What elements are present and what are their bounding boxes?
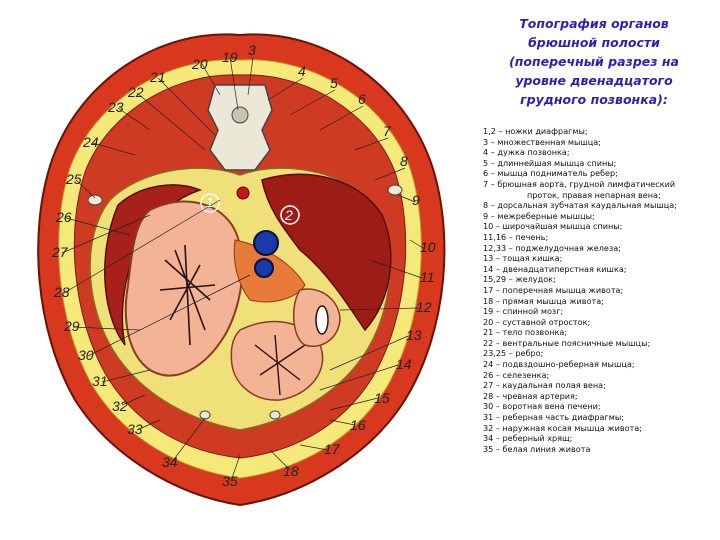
callout-9: 9 bbox=[412, 192, 420, 208]
callout-1: 1 bbox=[206, 194, 214, 210]
legend-item: 18 – прямая мышца живота; bbox=[483, 295, 604, 306]
legend-item: 13 – тощая кишка; bbox=[483, 253, 563, 264]
rib-right bbox=[388, 185, 402, 195]
callout-35: 35 bbox=[222, 473, 238, 489]
callout-18: 18 bbox=[283, 463, 299, 479]
legend-item: 19 – спинной мозг; bbox=[483, 306, 564, 317]
legend-item: 26 – селезенка; bbox=[483, 369, 550, 380]
callout-33: 33 bbox=[127, 421, 143, 437]
caudal-vena-cava bbox=[254, 231, 278, 255]
callout-8: 8 bbox=[400, 153, 408, 169]
legend-item: 17 – поперечная мышца живота; bbox=[483, 284, 624, 295]
callout-3: 3 bbox=[248, 42, 256, 58]
callout-19: 19 bbox=[222, 49, 238, 65]
callout-6: 6 bbox=[358, 91, 366, 107]
legend-item: 9 – межреберные мышцы; bbox=[483, 210, 595, 221]
legend-list bbox=[483, 126, 715, 454]
legend-item: 35 – белая линия живота bbox=[483, 443, 591, 454]
callout-13: 13 bbox=[406, 327, 422, 343]
legend-item: 3 – множественная мышца; bbox=[483, 136, 601, 147]
legend-item: 10 – широчайшая мышца спины; bbox=[483, 221, 623, 232]
legend-item: 32 – наружная косая мышца живота; bbox=[483, 422, 642, 433]
legend-item: 8 – дорсальная зубчатая каудальная мышца; bbox=[483, 200, 677, 211]
callout-32: 32 bbox=[112, 398, 128, 414]
callout-11: 11 bbox=[420, 269, 435, 285]
callout-14: 14 bbox=[396, 356, 412, 372]
legend-item: 28 – чревная артерия; bbox=[483, 390, 578, 401]
spinal-cord bbox=[232, 107, 248, 123]
callout-26: 26 bbox=[56, 209, 72, 225]
legend-item: проток, правая непарная вена; bbox=[527, 189, 661, 200]
callout-17: 17 bbox=[324, 441, 340, 457]
legend-item: 34 – реберный хрящ; bbox=[483, 433, 573, 444]
callout-4: 4 bbox=[298, 63, 306, 79]
costal-cartilage-right bbox=[270, 411, 280, 419]
legend-item: 23,25 – ребро; bbox=[483, 348, 544, 359]
legend-item: 20 – суставной отросток; bbox=[483, 316, 591, 327]
legend-item: 27 – каудальная полая вена; bbox=[483, 380, 606, 391]
callout-22: 22 bbox=[128, 84, 144, 100]
callout-29: 29 bbox=[64, 318, 80, 334]
title-line: грудного позвонка): bbox=[520, 92, 668, 107]
callout-7: 7 bbox=[383, 123, 391, 139]
legend-item: 11,16 – печень; bbox=[483, 231, 549, 242]
aorta bbox=[237, 187, 249, 199]
costal-cartilage-left bbox=[200, 411, 210, 419]
legend-item: 22 – вентральные поясничные мышцы; bbox=[483, 337, 651, 348]
callout-5: 5 bbox=[330, 75, 338, 91]
diagram-title bbox=[478, 14, 710, 109]
portal-vein bbox=[255, 259, 273, 277]
legend-item: 6 – мышца подниматель ребер; bbox=[483, 168, 618, 179]
callout-10: 10 bbox=[420, 239, 436, 255]
callout-27: 27 bbox=[52, 244, 68, 260]
legend-item: 15,29 – желудок; bbox=[483, 274, 556, 285]
legend-item: 14 – двенадцатиперстная кишка; bbox=[483, 263, 627, 274]
legend-item: 30 – воротная вена печени; bbox=[483, 401, 601, 412]
callout-21: 21 bbox=[150, 69, 166, 85]
callout-28: 28 bbox=[54, 284, 70, 300]
legend-item: 5 – длиннейшая мышца спины; bbox=[483, 157, 617, 168]
callout-15: 15 bbox=[374, 390, 390, 406]
callout-23: 23 bbox=[108, 99, 124, 115]
callout-25: 25 bbox=[66, 171, 82, 187]
rib-left bbox=[88, 195, 102, 205]
legend-item: 4 – дужка позвонка; bbox=[483, 147, 570, 158]
title-line: Топография органов bbox=[519, 16, 669, 31]
title-line: (поперечный разрез на bbox=[509, 54, 679, 69]
callout-12: 12 bbox=[416, 299, 432, 315]
duodenum-lumen bbox=[316, 306, 328, 334]
legend-item: 21 – тело позвонка; bbox=[483, 327, 568, 338]
legend-item: 31 – реберная часть диафрагмы; bbox=[483, 412, 624, 423]
callout-31: 31 bbox=[92, 373, 108, 389]
title-line: уровне двенадцатого bbox=[515, 73, 673, 88]
title-line: брюшной полости bbox=[528, 35, 660, 50]
callout-34: 34 bbox=[162, 454, 178, 470]
callout-20: 20 bbox=[192, 56, 208, 72]
callout-16: 16 bbox=[350, 417, 366, 433]
callout-30: 30 bbox=[78, 347, 94, 363]
callout-2: 2 bbox=[285, 207, 293, 223]
legend-item: 12,33 – поджелудочная железа; bbox=[483, 242, 621, 253]
callout-24: 24 bbox=[83, 134, 99, 150]
legend-item: 24 – подвздошно-реберная мышца; bbox=[483, 359, 635, 370]
legend-item: 1,2 – ножки диафрагмы; bbox=[483, 126, 588, 136]
legend-item: 7 – брюшная аорта, грудной лимфатический bbox=[483, 178, 676, 189]
vertebra bbox=[208, 85, 272, 170]
